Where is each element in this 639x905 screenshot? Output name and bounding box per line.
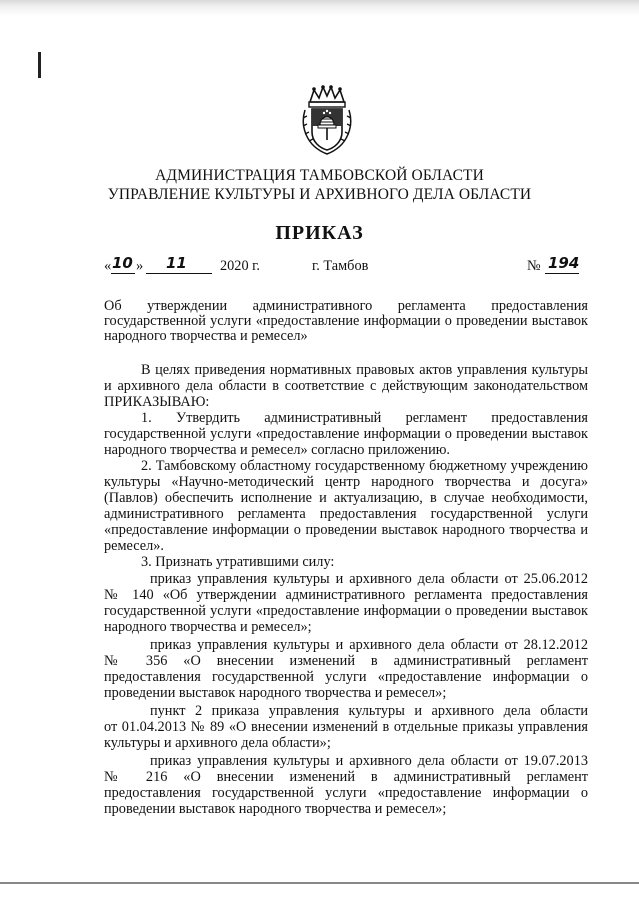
body-line: № 356 «О внесении изменений в административный регламент [104, 653, 588, 669]
open-quote: « [104, 258, 112, 274]
body-line: приказ управления культуры и архивного дела области от 19.07.2013 [150, 753, 588, 769]
body-line: приказ управления культуры и архивного дела области от 25.06.2012 [150, 571, 588, 587]
department-name: УПРАВЛЕНИЕ КУЛЬТУРЫ И АРХИВНОГО ДЕЛА ОБЛАСТИ [107, 186, 532, 203]
scan-margin-mark [38, 52, 41, 78]
body-line: (Павлов) обеспечить исполнение и актуализацию, в случае необходимости, [104, 490, 588, 506]
body-line: от 01.04.2013 № 89 «О внесении изменений в отдельные приказы управления [104, 719, 588, 735]
body-line: проведении выставок народного творчества и ремесел»; [104, 801, 447, 817]
order-day: 10 [112, 254, 133, 272]
body-line: 3. Признать утратившими силу: [141, 554, 335, 570]
body-line: 2. Тамбовскому областному государственному бюджетному учреждению [141, 458, 588, 474]
body-line: приказ управления культуры и архивного дела области от 28.12.2012 [150, 637, 588, 653]
body-line: административного регламента предоставления государственной услуги [104, 506, 588, 522]
subject-line: народного творчества и ремесел» [104, 328, 308, 344]
body-line: предоставления государственной услуги «предоставление информации о [104, 785, 588, 801]
subject-line: государственной услуги «предоставление информации о проведении выставок [104, 313, 588, 329]
month-underline [146, 273, 212, 274]
order-number: 194 [548, 254, 580, 272]
scan-top-edge [0, 0, 639, 16]
body-line: № 216 «О внесении изменений в административный регламент [104, 769, 588, 785]
order-city: г. Тамбов [312, 258, 369, 274]
subject-line: Об утверждении административного регламента предоставления [104, 298, 588, 314]
tambov-coat-of-arms-icon [300, 84, 354, 156]
body-line: народного творчества и ремесел» согласно приложению. [104, 442, 450, 458]
body-line: предоставления государственной услуги «предоставление информации о [104, 669, 588, 685]
body-line: ПРИКАЗЫВАЮ: [104, 394, 210, 410]
organization-name: АДМИНИСТРАЦИЯ ТАМБОВСКОЙ ОБЛАСТИ [155, 167, 484, 184]
number-underline [545, 273, 579, 274]
body-line: В целях приведения нормативных правовых актов управления культуры [141, 362, 588, 378]
body-line: № 140 «Об утверждении административного регламента предоставления [104, 587, 588, 603]
body-line: ремесел». [104, 538, 164, 554]
body-line: 1. Утвердить административный регламент предоставления [141, 410, 588, 426]
order-year: 2020 г. [220, 258, 260, 274]
body-line: проведении выставок народного творчества и ремесел»; [104, 685, 447, 701]
body-line: государственной услуги «предоставление информации о проведении выставок [104, 426, 588, 442]
body-line: «предоставление информации о проведении выставок народного творчества и [104, 522, 588, 538]
number-label: № [527, 258, 541, 274]
day-underline [111, 273, 135, 274]
body-line: народного творчества и ремесел»; [104, 619, 312, 635]
body-line: культуры и архивного дела области»; [104, 735, 331, 751]
body-line: пункт 2 приказа управления культуры и архивного дела области [150, 703, 588, 719]
scan-bottom-edge [0, 882, 639, 884]
body-line: культуры «Научно-методический центр народного творчества и досуга» [104, 474, 588, 490]
body-line: государственной услуги «предоставление информации о проведении выставок [104, 603, 588, 619]
body-line: и архивного дела области в соответствие с действующим законодательством [104, 378, 588, 394]
order-month: 11 [166, 254, 187, 272]
document-title: ПРИКАЗ [275, 222, 364, 244]
close-quote: » [136, 258, 144, 274]
